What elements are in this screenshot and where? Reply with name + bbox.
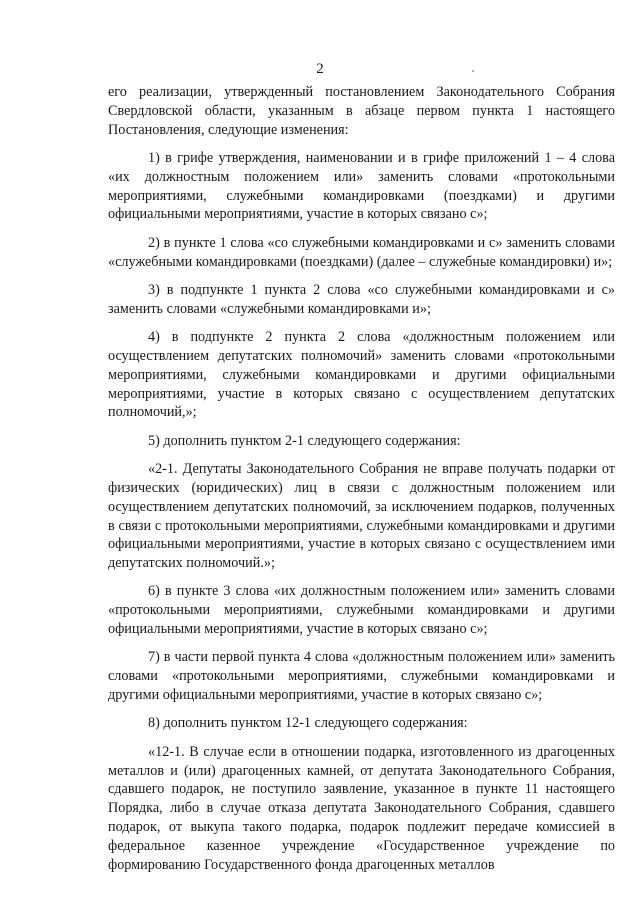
scan-marks: · · · · · — [28, 64, 62, 70]
paragraph-item-8: 8) дополнить пунктом 12-1 следующего содержания: — [148, 715, 468, 732]
document-body — [108, 83, 615, 884]
scan-dot — [472, 70, 474, 72]
paragraph-clause-2-1: «2-1. Депутаты Законодательного Собрания не вправе получать подарки от физических (юридических) лиц в связи с должностным положением или осуществлением депутатских полномочий, за исключением подарков, полученных в связи с протокольными мероприятиями, служебными командировками и другими официальными мероприятиями, участие в которых связано с осуществлением ими депутатских полномочий.»; — [108, 461, 615, 572]
paragraph-intro-continuation: его реализации, утвержденный постановлением Законодательного Собрания Свердловской области, указанным в абзаце первом пункта 1 настоящего Постановления, следующие изменения: — [108, 84, 615, 138]
paragraph-item-5: 5) дополнить пунктом 2-1 следующего содержания: — [148, 432, 461, 449]
paragraph-item-1: 1) в грифе утверждения, наименовании и в грифе приложений 1 – 4 слова «их должностным положением или» заменить словами «протокольными мероприятиями, служебными командировками (поездками) и другими официальными мероприятиями, участие в которых связано с»; — [108, 149, 615, 223]
page-number: 2 — [316, 61, 324, 77]
paragraph-item-3: 3) в подпункте 1 пункта 2 слова «со служебными командировками и с» заменить словами «служебными командировками и»; — [108, 281, 615, 317]
paragraph-item-4: 4) в подпункте 2 пункта 2 слова «должностным положением или осуществлением депутатских полномочий» заменить словами «протокольными мероприятиями, служебными командировками и другими официальными мероприятиями, участие в которых связано с осуществлением депутатских полномочий,»; — [108, 329, 615, 421]
paragraph-clause-12-1: «12-1. В случае если в отношении подарка, изготовленного из драгоценных металлов и (или) драгоценных камней, от депутата Законодательного Собрания, сдавшего подарок, не поступило заявление, указанное в пункте 11 настоящего Порядка, либо в случае отказа депутата Законодательного Собрания, сдавшего подарок, от выкупа такого подарка, подарок подлежит передаче комиссией в федеральное казенное учреждение «Государственное учреждение по формированию Государственного фонда драгоценных металлов — [108, 743, 615, 873]
paragraph-item-7: 7) в части первой пункта 4 слова «должностным положением или» заменить словами «протокольными мероприятиями, служебными командировками и другими официальными мероприятиями, участие в которых связано с»; — [108, 649, 615, 704]
paragraph-item-6: 6) в пункте 3 слова «их должностным положением или» заменить словами «протокольными мероприятиями, служебными командировками и другими официальными мероприятиями, участие в которых связано с»; — [108, 583, 615, 638]
paragraph-item-2: 2) в пункте 1 слова «со служебными командировками и с» заменить словами «служебными командировками (поездками) (далее – служебные командировки) и»; — [108, 234, 615, 270]
